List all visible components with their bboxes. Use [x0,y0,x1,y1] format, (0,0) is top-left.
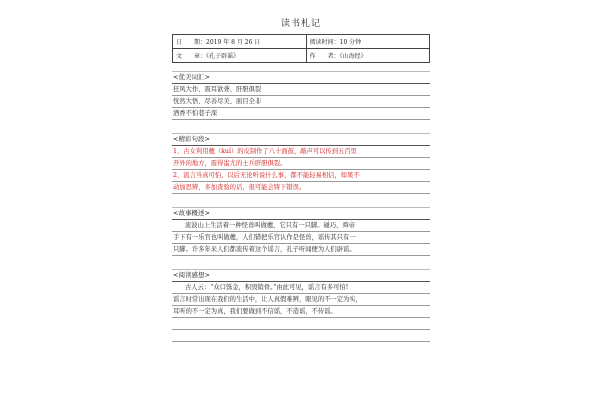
feelings-line: 古人云：“众口铄金，积毁销骨。”由此可见，谣言有多可怕! [172,282,430,294]
story-line: 流波山上生活着一种怪兽叫做夔，它只有一只脚。碰巧，舜帝 [172,220,430,232]
sentence-line: 1、古女利用夔（kuí）的皮制作了八十面鼓，敲声可以传到五百里 [172,146,430,158]
page-title: 读书札记 [280,19,321,29]
date-value: 2019 年 8 月 26 日 [206,39,261,46]
article-label: 文 章： [176,53,207,60]
blank-line [172,318,430,330]
article-value: 《孔子辟谣》 [206,53,240,60]
spacer [172,120,430,134]
feelings-line: 耳听的不一定为真，我们要做到不信谣，不造谣，不传谣。 [172,306,430,318]
sentences-heading: <精彩句段> [172,134,430,146]
vocab-line: 酒香不怕巷子深 [172,108,430,120]
story-line: 手下有一乐官也叫做夔，人们错把乐官认作是怪兽，谣传其只有一 [172,232,430,244]
spacer [172,63,430,72]
spacer [172,256,430,270]
reading-time-cell [306,35,429,49]
author-cell [306,49,429,63]
article-cell [173,49,307,63]
meta-table [172,34,430,63]
reading-notes-page [172,18,430,342]
sentence-line: 动加思辨，多加查验的话，很可能会铸下错误。 [172,182,430,194]
sentence-line: 开外的地方，震得蚩尤的士兵肝胆俱裂。 [172,158,430,170]
meta-row-article [173,49,430,63]
feelings-line: 谣言时常出现在我们的生活中，让人真假难辨，眼见的不一定为实， [172,294,430,306]
blank-line [172,330,430,342]
reading-time-label: 阅读时间： [309,39,340,46]
story-heading: <故事概述> [172,208,430,220]
date-cell [173,35,307,49]
vocab-line: 狂风大作、震耳欲聋、肝胆俱裂 [172,84,430,96]
reading-time-value: 10 分钟 [339,39,362,46]
feelings-heading: <阅读感想> [172,270,430,282]
meta-row-date [173,35,430,49]
author-label: 作 者： [309,53,340,60]
story-line: 只脚。许多年来人们都流传着这个谣言，孔子听闻便为人们辟谣。 [172,244,430,256]
vocab-line: 恍然大悟、尽善尽美、面目全非 [172,96,430,108]
date-label: 日 期： [176,39,207,46]
author-value: 《山海经》 [339,53,367,60]
sentence-line: 2、流言当真可怕，以后无论听说什么事，都不能轻易相信，如果不 [172,170,430,182]
spacer [172,194,430,208]
vocab-heading: <优美词汇> [172,72,430,84]
